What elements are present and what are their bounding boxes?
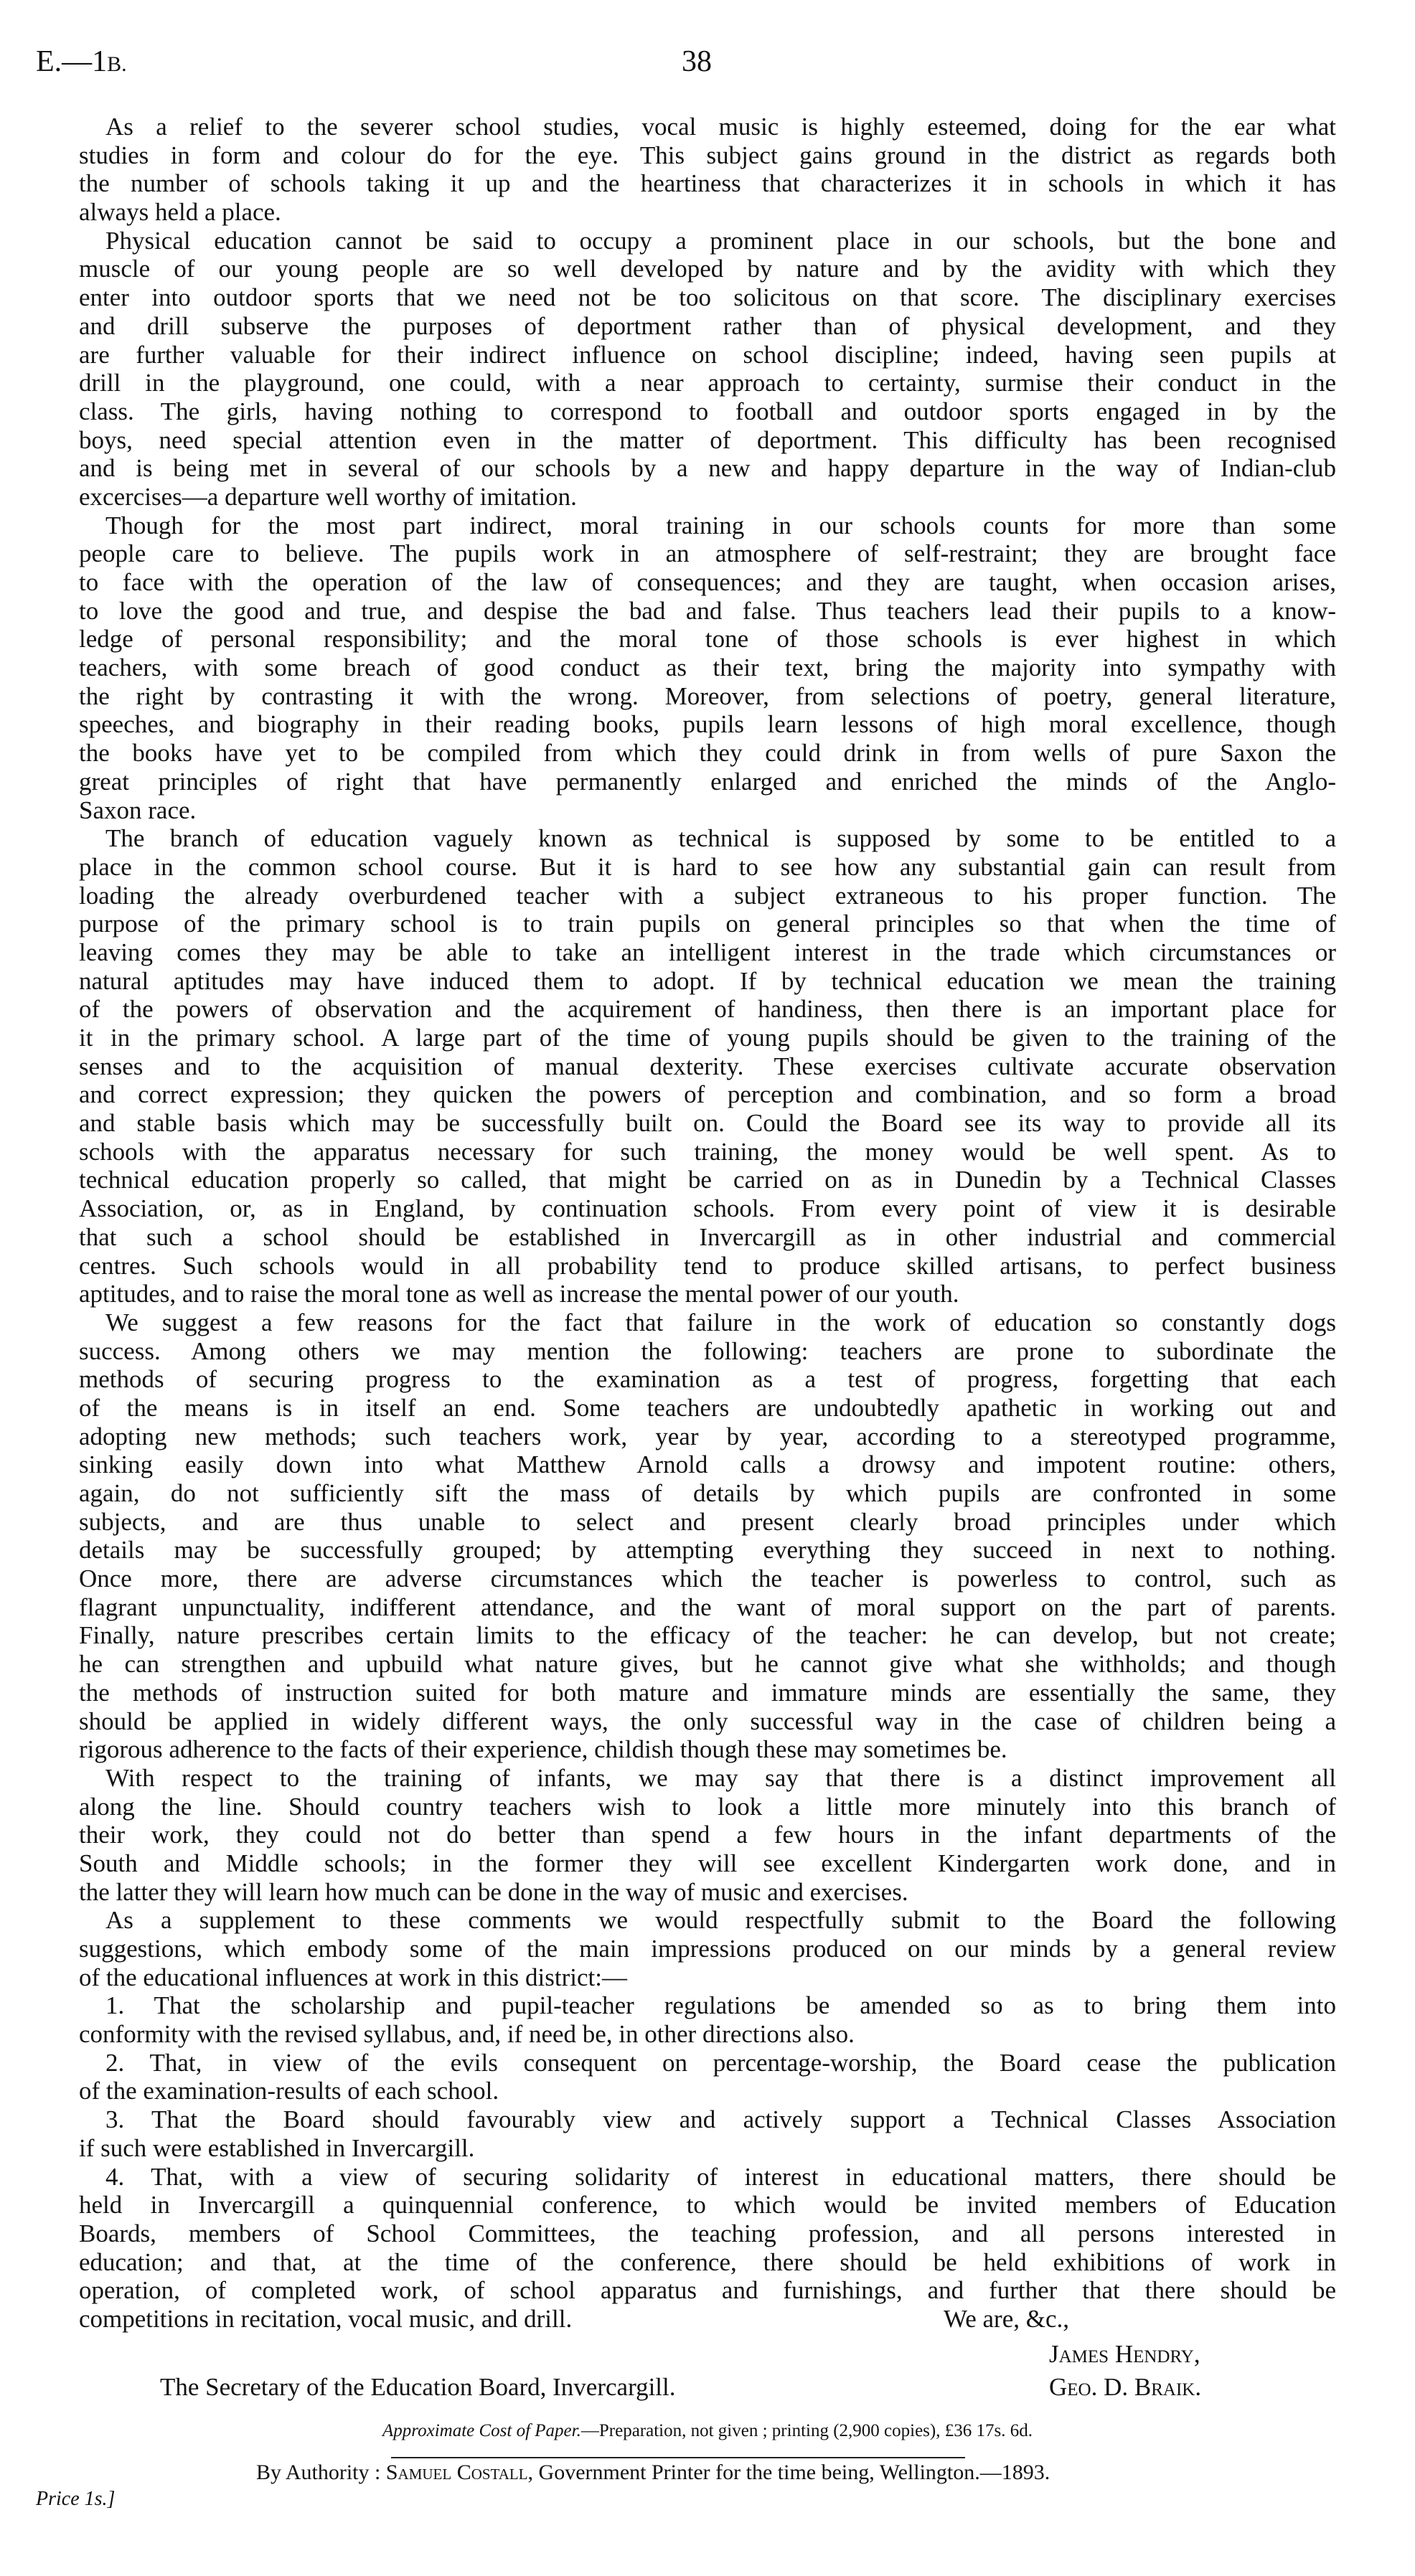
text-line: drill in the playground, one could, with a near approach to certainty, surmise their conduct in the (79, 369, 1336, 397)
text-line: adopting new methods; such teachers work, year by year, according to a stereotyped programme, (79, 1422, 1336, 1450)
text-line: With respect to the training of infants, we may say that there is a distinct improvement all (105, 1763, 1336, 1792)
text-line: centres. Such schools would in all probability tend to produce skilled artisans, to perfect business (79, 1251, 1336, 1280)
text-line: methods of securing progress to the examination as a test of progress, forgetting that each (79, 1365, 1336, 1394)
cost-note-text: —Preparation, not given ; printing (2,900 copies), £36 17s. 6d. (580, 2421, 1033, 2440)
text-line: Boards, members of School Committees, the teaching profession, and all persons interested in (79, 2219, 1336, 2247)
paragraph (79, 1991, 1336, 2048)
paragraph (79, 2105, 1336, 2162)
paragraph (79, 2163, 1336, 2334)
text-line: Saxon race. (79, 796, 197, 824)
text-line: their work, they could not do better than spend a few hours in the infant departments of the (79, 1821, 1336, 1849)
paragraph (79, 1764, 1336, 1906)
text-line: always held a place. (79, 198, 281, 227)
text-line: place in the common school course. But it is hard to see how any substantial gain can result from (79, 852, 1336, 881)
paragraph (79, 1906, 1336, 1991)
text-line: senses and to the acquisition of manual dexterity. These exercises cultivate accurate observation (79, 1052, 1336, 1080)
text-line: and stable basis which may be successfully built on. Could the Board see its way to provide all its (79, 1109, 1336, 1138)
text-line: should be applied in widely different ways, the only successful way in the case of children being a (79, 1707, 1336, 1735)
text-line: leaving comes they may be able to take an intelligent interest in the trade which circumstances or (79, 938, 1336, 966)
cost-note (0, 2421, 1415, 2441)
text-line-content: competitions in recitation, vocal music, and drill. (79, 2304, 573, 2333)
imprint (256, 2461, 1050, 2485)
imprint-prefix: By Authority : (256, 2461, 386, 2484)
text-line: 2. That, in view of the evils consequent on percentage-worship, the Board cease the publication (105, 2048, 1336, 2077)
divider-rule (391, 2457, 965, 2458)
document-code-suffix: B. (107, 52, 127, 76)
text-line: Physical education cannot be said to occupy a prominent place in our schools, but the bone and (105, 226, 1336, 255)
text-line: Though for the most part indirect, moral training in our schools counts for more than some (105, 511, 1336, 539)
price: Price 1s.] (36, 2488, 116, 2510)
text-line: enter into outdoor sports that we need not be too solicitous on that score. The disciplinary exercises (79, 283, 1336, 312)
paragraph (79, 824, 1336, 1308)
text-line: Association, or, as in England, by continuation schools. From every point of view it is desirable (79, 1194, 1336, 1223)
text-line (79, 2305, 1336, 2334)
text-line: to face with the operation of the law of consequences; and they are taught, when occasion arises, (79, 568, 1336, 596)
text-line: We suggest a few reasons for the fact that failure in the work of education so constantly dogs (105, 1308, 1336, 1336)
text-line: the number of schools taking it up and the heartiness that characterizes it in schools in which it has (79, 169, 1336, 198)
paragraph (79, 1308, 1336, 1764)
text-line: rigorous adherence to the facts of their experience, childish though these may sometimes be. (79, 1735, 1007, 1764)
text-line: and correct expression; they quicken the powers of perception and combination, and so form a broad (79, 1080, 1336, 1109)
text-line: excercises—a departure well worthy of imitation. (79, 482, 577, 511)
text-line: held in Invercargill a quinquennial conference, to which would be invited members of Education (79, 2191, 1336, 2219)
text-line: technical education properly so called, that might be carried on as in Dunedin by a Technical Classes (79, 1166, 1336, 1194)
text-line: education; and that, at the time of the conference, there should be held exhibitions of work in (79, 2247, 1336, 2276)
text-line: loading the already overburdened teacher with a subject extraneous to his proper function. The (79, 881, 1336, 910)
text-line: sinking easily down into what Matthew Arnold calls a drowsy and impotent routine: others, (79, 1450, 1336, 1479)
paragraph (79, 511, 1336, 825)
text-line: class. The girls, having nothing to correspond to football and outdoor sports engaged in by the (79, 397, 1336, 425)
text-line: speeches, and biography in their reading books, pupils learn lessons of high moral excellence, though (79, 710, 1336, 739)
text-line: and is being met in several of our schools by a new and happy departure in the way of Indian-club (79, 454, 1336, 483)
text-line: details may be successfully grouped; by attempting everything they succeed in next to nothing. (79, 1536, 1336, 1565)
paragraph (79, 113, 1336, 227)
text-line: Once more, there are adverse circumstances which the teacher is powerless to control, such as (79, 1565, 1336, 1593)
text-line: suggestions, which embody some of the main impressions produced on our minds by a general review (79, 1935, 1336, 1963)
text-line: are further valuable for their indirect influence on school discipline; indeed, having seen pupils at (79, 340, 1336, 369)
text-line: schools with the apparatus necessary for such training, the money would be well spent. As to (79, 1137, 1336, 1166)
text-line: along the line. Should country teachers wish to look a little more minutely into this branch of (79, 1792, 1336, 1821)
text-line: the methods of instruction suited for both mature and immature minds are essentially the same, they (79, 1678, 1336, 1707)
text-line: the latter they will learn how much can be done in the way of music and exercises. (79, 1877, 908, 1906)
text-line: it in the primary school. A large part of the time of young pupils should be given to the training of the (79, 1024, 1336, 1052)
text-line: The branch of education vaguely known as technical is supposed by some to be entitled to a (105, 824, 1336, 853)
text-line: aptitudes, and to raise the moral tone as well as increase the mental power of our youth. (79, 1280, 959, 1308)
imprint-printer: Samuel Costall (385, 2461, 528, 2484)
page-number: 38 (682, 45, 712, 78)
text-line: 1. That the scholarship and pupil-teacher regulations be amended so as to bring them into (105, 1991, 1336, 2020)
text-line: if such were established in Invercargill. (79, 2133, 475, 2162)
paragraph (79, 227, 1336, 511)
text-line: subjects, and are thus unable to select and present clearly broad principles under which (79, 1507, 1336, 1536)
text-line: Finally, nature prescribes certain limits to the efficacy of the teacher: he can develop, but not create; (79, 1621, 1336, 1650)
text-line: of the educational influences at work in this district:— (79, 1963, 627, 1991)
paragraph (79, 2049, 1336, 2105)
text-line: of the powers of observation and the acquirement of handiness, then there is an important place for (79, 995, 1336, 1024)
text-line: ledge of personal responsibility; and the moral tone of those schools is ever highest in which (79, 625, 1336, 654)
text-line: the right by contrasting it with the wrong. Moreover, from selections of poetry, general literature, (79, 681, 1336, 710)
text-line: he can strengthen and upbuild what nature gives, but he cannot give what she withholds; and though (79, 1650, 1336, 1679)
document-code (36, 44, 127, 79)
cost-note-label: Approximate Cost of Paper. (382, 2421, 581, 2440)
text-line: great principles of right that have permanently enlarged and enriched the minds of the Anglo- (79, 767, 1336, 796)
signatory-geo-braik: Geo. D. Braik. (1049, 2373, 1202, 2401)
text-line: teachers, with some breach of good conduct as their text, bring the majority into sympathy with (79, 654, 1336, 682)
text-line: again, do not sufficiently sift the mass of details by which pupils are confronted in some (79, 1479, 1336, 1507)
text-line: the books have yet to be compiled from which they could drink in from wells of pure Saxon the (79, 739, 1336, 768)
text-line: studies in form and colour do for the eye. This subject gains ground in the district as regards both (79, 141, 1336, 169)
imprint-text: , Government Printer for the time being, Wellington.—1893. (527, 2461, 1050, 2484)
text-line: As a relief to the severer school studies, vocal music is highly esteemed, doing for the ear what (105, 113, 1336, 141)
text-line: and drill subserve the purposes of deportment rather than of physical development, and they (79, 311, 1336, 340)
text-line: natural aptitudes may have induced them to adopt. If by technical education we mean the training (79, 966, 1336, 995)
text-line: people care to believe. The pupils work in an atmosphere of self-restraint; they are brought face (79, 539, 1336, 568)
text-line: success. Among others we may mention the following: teachers are prone to subordinate the (79, 1336, 1336, 1365)
signatory-james-hendry: James Hendry, (1049, 2340, 1200, 2368)
text-line: operation, of completed work, of school apparatus and furnishings, and further that there should be (79, 2276, 1336, 2305)
text-line: muscle of our young people are so well developed by nature and by the avidity with which they (79, 255, 1336, 283)
text-line: 4. That, with a view of securing solidarity of interest in educational matters, there should be (105, 2162, 1336, 2191)
document-code-main: E.—1 (36, 45, 108, 78)
text-line: boys, need special attention even in the matter of deportment. This difficulty has been recognised (79, 425, 1336, 454)
addressee: The Secretary of the Education Board, Invercargill. (160, 2373, 676, 2401)
text-line: that such a school should be established in Invercargill as in other industrial and commercial (79, 1222, 1336, 1251)
text-line: South and Middle schools; in the former they will see excellent Kindergarten work done, and in (79, 1849, 1336, 1877)
closing-salutation: We are, &c., (944, 2304, 1069, 2333)
text-line: to love the good and true, and despise the bad and false. Thus teachers lead their pupils to a know- (79, 596, 1336, 625)
text-line: 3. That the Board should favourably view and actively support a Technical Classes Association (105, 2105, 1336, 2134)
text-line: conformity with the revised syllabus, and, if need be, in other directions also. (79, 2020, 855, 2049)
text-line: As a supplement to these comments we would respectfully submit to the Board the following (105, 1906, 1336, 1935)
text-line: flagrant unpunctuality, indifferent attendance, and the want of moral support on the part of parents. (79, 1593, 1336, 1621)
body-text (79, 113, 1336, 2334)
text-line: purpose of the primary school is to train pupils on general principles so that when the time of (79, 910, 1336, 938)
text-line: of the means is in itself an end. Some teachers are undoubtedly apathetic in working out and (79, 1393, 1336, 1422)
text-line: of the examination-results of each school. (79, 2077, 499, 2105)
